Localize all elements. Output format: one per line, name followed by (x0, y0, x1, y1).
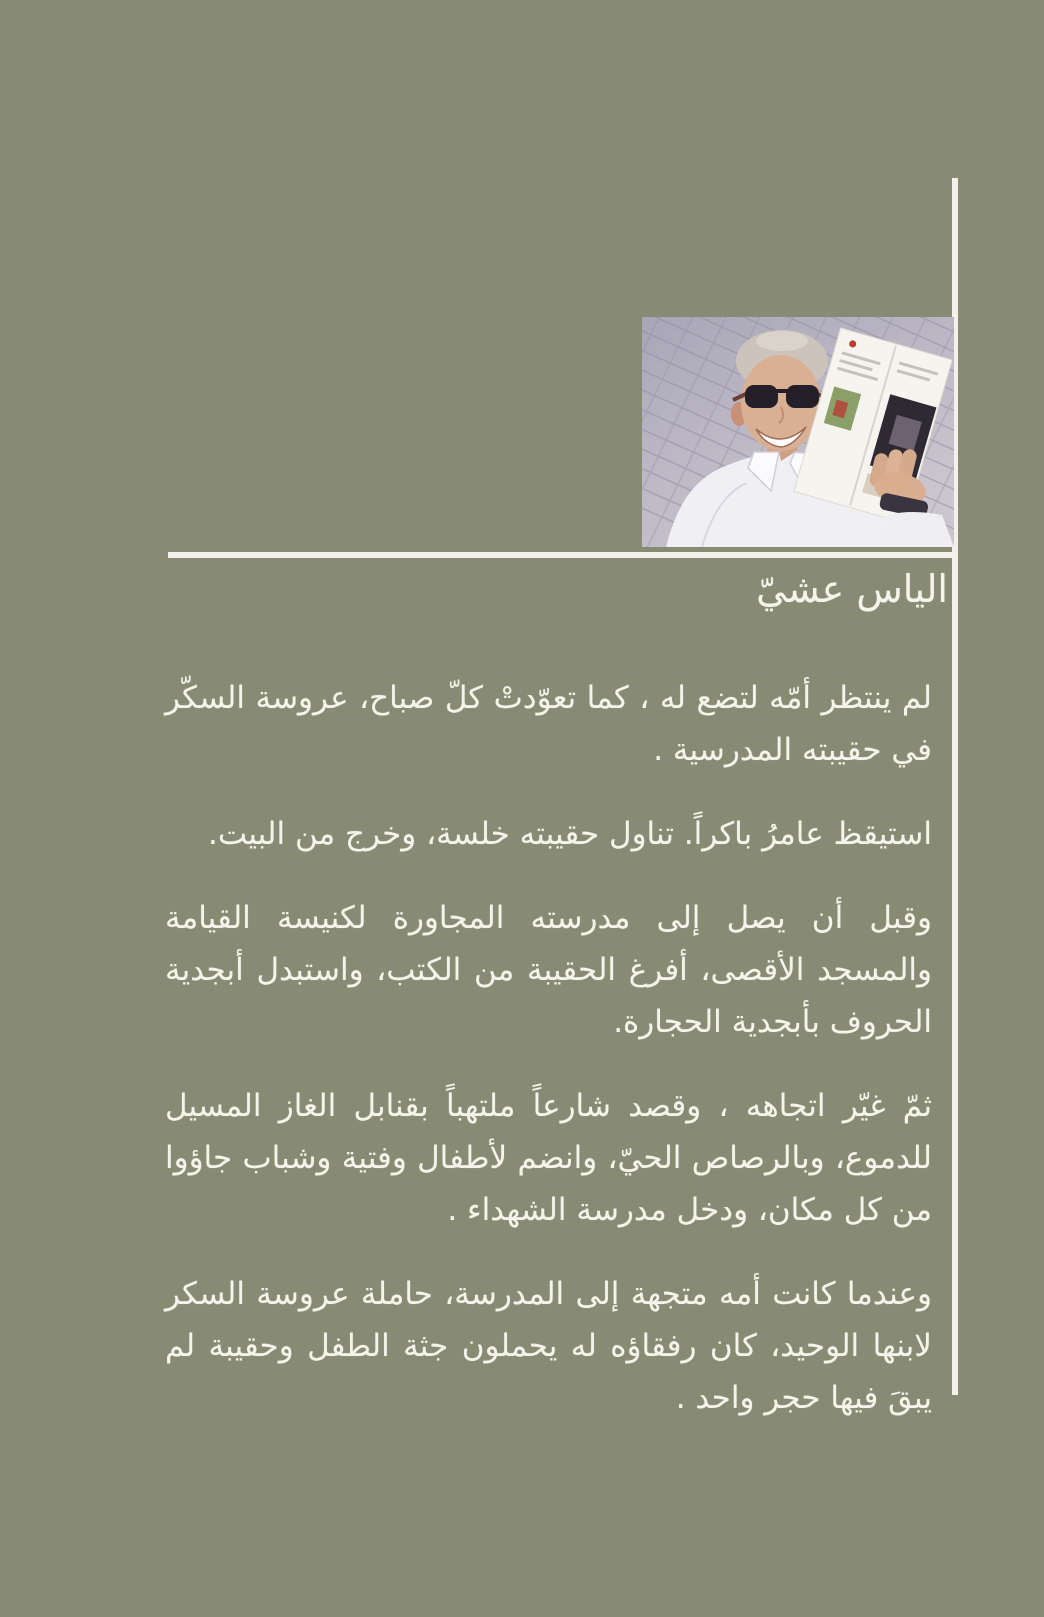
horizontal-rule (168, 552, 958, 558)
back-cover-text (165, 672, 932, 1424)
author-photo-image (642, 317, 954, 547)
paragraph-4: ثمّ غيّر اتجاهه ، وقصد شارعاً ملتهباً بقنابل الغاز المسيل للدموع، وبالرصاص الحيّ، وانضم لأطفال وفتية وشباب جاؤوا من كل مكان، ودخل مدرسة الشهداء . (165, 1088, 932, 1228)
sleeve (878, 512, 954, 547)
paragraph-5: وعندما كانت أمه متجهة إلى المدرسة، حاملة عروسة السكر لابنها الوحيد، كان رفقاؤه له يحملون جثة الطفل وحقيبة لم يبقَ فيها حجر واحد . (165, 1276, 932, 1416)
paragraph-1: لم ينتظر أمّه لتضع له ، كما تعوّدتْ كلّ صباح، عروسة السكّر في حقيبته المدرسية . (165, 680, 932, 768)
author-name: الياس عشيّ (756, 567, 948, 611)
paragraph-3: وقبل أن يصل إلى مدرسته المجاورة لكنيسة القيامة والمسجد الأقصى، أفرغ الحقيبة من الكتب، واستبدل أبجدية الحروف بأبجدية الحجارة. (165, 900, 932, 1040)
paragraph-2: استيقظ عامرُ باكراً. تناول حقيبته خلسة، وخرج من البيت. (208, 816, 932, 852)
hair-highlight (756, 331, 808, 351)
author-photo (642, 317, 954, 547)
